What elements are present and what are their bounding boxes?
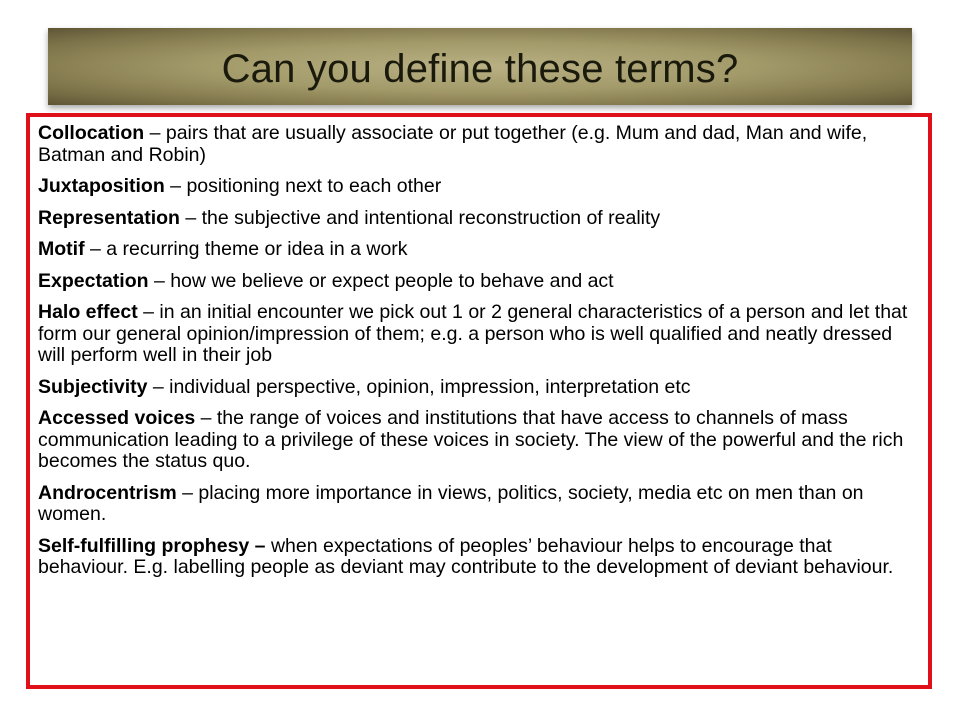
term-list <box>30 117 928 579</box>
term-label: Juxtaposition <box>38 175 165 197</box>
title-bar <box>48 28 912 105</box>
term-item-representation <box>38 208 918 230</box>
term-label: Androcentrism <box>38 481 177 504</box>
term-label: Self-fulfilling prophesy – <box>38 534 266 557</box>
term-definition: when expectations of peoples’ behaviour helps to encourage that behaviour. E.g. labelling people as deviant may contribute to the development of deviant behaviour. <box>38 534 894 578</box>
term-definition: – in an initial encounter we pick out 1 or 2 general characteristics of a person and let that form our general opinion/impression of them; e.g. a person who is well qualified and neatly dressed will perform well in their job <box>38 301 908 366</box>
term-label: Motif <box>38 238 85 260</box>
term-label: Subjectivity <box>38 375 148 398</box>
term-item-motif <box>38 239 918 261</box>
definitions-box <box>26 113 932 689</box>
term-definition: – the subjective and intentional reconstruction of reality <box>179 206 661 229</box>
term-definition: – the range of voices and institutions that have access to channels of mass communication leading to a privilege of these voices in society. The view of the powerful and the rich becomes the status quo. <box>38 407 904 472</box>
term-item-juxtaposition <box>38 176 918 198</box>
term-label: Collocation <box>38 122 145 144</box>
term-definition: – positioning next to each other <box>164 175 442 197</box>
term-definition: – how we believe or expect people to behave and act <box>148 269 614 292</box>
term-item-expectation <box>38 271 918 293</box>
term-definition: – placing more importance in views, politics, society, media etc on men than on women. <box>38 481 864 525</box>
term-item-subjectivity <box>38 377 918 399</box>
term-label: Expectation <box>38 269 149 292</box>
term-definition: – pairs that are usually associate or put together (e.g. Mum and dad, Man and wife, Batman and Robin) <box>38 122 868 166</box>
term-item-accessed-voices <box>38 408 918 473</box>
term-label: Accessed voices <box>38 407 196 429</box>
term-definition: – a recurring theme or idea in a work <box>84 238 408 260</box>
term-label: Halo effect <box>38 301 138 323</box>
term-definition: – individual perspective, opinion, impression, interpretation etc <box>147 375 691 398</box>
slide-title: Can you define these terms? <box>221 47 739 91</box>
term-item-halo-effect <box>38 302 918 367</box>
term-item-androcentrism <box>38 483 918 526</box>
term-item-collocation <box>38 123 918 166</box>
term-item-self-fulfilling-prophesy <box>38 536 918 579</box>
term-label: Representation <box>38 206 180 229</box>
